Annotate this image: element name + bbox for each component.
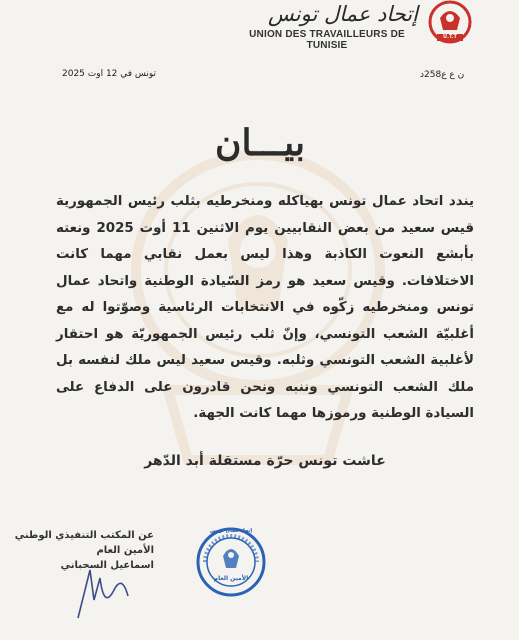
logo-text: U.T.T	[443, 34, 457, 40]
org-name-french: UNION DES TRAVAILLEURS DE TUNISIE	[249, 29, 405, 51]
signature-title: الأمين العام	[96, 545, 154, 556]
handwritten-signature	[70, 560, 140, 620]
statement-body: يندد اتحاد عمال تونس بهياكله ومنخرطيه بثلب رئيس الجمهورية قيس سعيد من بعض النقابيين يوم الاثنين 11 أوت 2025 ونعته بأبشع النعوت الكاذبة وهذا ليس بعمل نقابي مهما كانت الاختلافات. وقيس سعيد هو رمز السّيادة الوطنية واتحاد عمال تونس ومنخرطيه زكّوه في الانتخابات الرئاسية وصوّتوا له مع أغلبيّة الشعب التونسي، وإنّ ثلب رئيس الجمهوريّة هو احتقار لأغلبية الشعب التونسي وثلبه. وقيس سعيد ليس ملك لنفسه بل ملك الشعب التونسي وننبه ونحن قادرون على الدفاع على السيادة الوطنية ورموزها مهما كانت الجهة.	[56, 194, 474, 421]
document-date: تونس في 12 اوت 2025	[62, 69, 157, 79]
closing-line: عاشت تونس حرّة مستقلة أبد الدّهر	[144, 453, 386, 469]
org-name-arabic: إتحاد عمال تونس	[268, 2, 418, 26]
document-title: بيـــان	[215, 122, 305, 164]
official-stamp	[195, 526, 267, 598]
signature-office: عن المكتب التنفيذي الوطني	[14, 530, 154, 541]
stamp-ring-text: إتحاد عمال تونس	[209, 528, 253, 534]
reference-number: ن ع ع258د	[420, 70, 465, 80]
stamp-center-text: الأمين العام	[213, 575, 249, 582]
signature-name: اسماعيل السحباني	[60, 560, 154, 571]
